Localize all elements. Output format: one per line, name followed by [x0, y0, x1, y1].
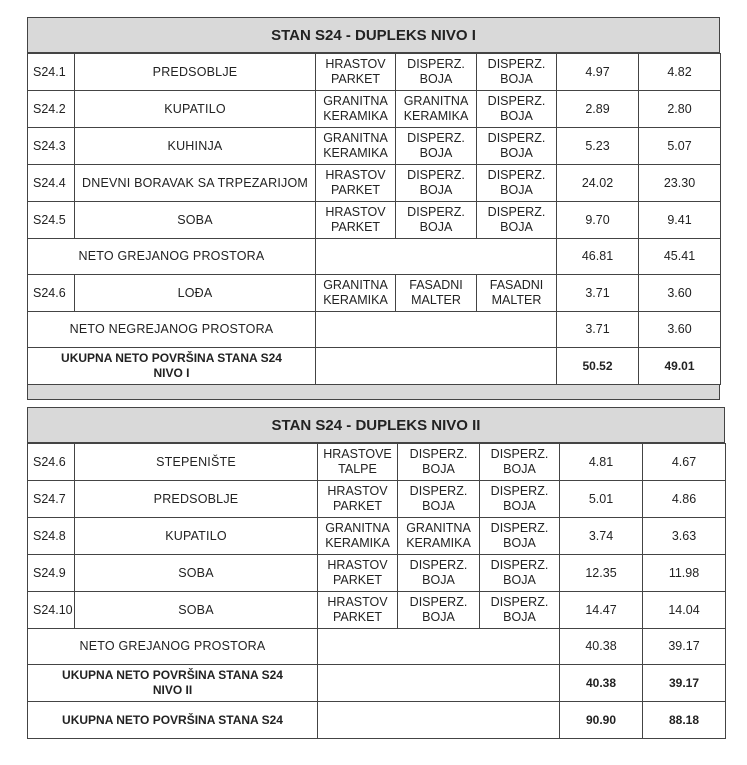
wall-material [396, 275, 477, 312]
floor-material [316, 128, 396, 165]
material-line: BOJA [419, 220, 453, 234]
room-code: S24.6 [28, 275, 75, 312]
floor-material [316, 91, 396, 128]
material-line: PARKET [332, 573, 383, 587]
area-value: 9.70 [557, 202, 639, 239]
table-row [28, 165, 721, 202]
room-code: S24.8 [28, 518, 75, 555]
material-line: BOJA [503, 462, 536, 476]
room-code: S24.1 [28, 54, 75, 91]
material-line: DISPERZ. [407, 57, 465, 71]
area-value: 90.90 [560, 702, 643, 739]
material-line: BOJA [503, 573, 536, 587]
summary-label [28, 348, 316, 385]
summary-label: NETO GREJANOG PROSTORA [28, 629, 318, 665]
table-row [28, 54, 721, 91]
ceiling-material [480, 518, 560, 555]
net-area-value: 3.60 [639, 312, 721, 348]
net-area-value: 5.07 [639, 128, 721, 165]
material-line: HRASTOVE [323, 447, 392, 461]
area-value: 5.23 [557, 128, 639, 165]
area-value: 40.38 [560, 665, 643, 702]
net-area-value: 14.04 [643, 592, 726, 629]
summary-label: NETO GREJANOG PROSTORA [28, 239, 316, 275]
material-line: DISPERZ. [490, 521, 549, 535]
table-row [28, 91, 721, 128]
material-line: HRASTOV [325, 205, 386, 219]
material-line: DISPERZ. [409, 484, 468, 498]
wall-material [398, 555, 480, 592]
table-footer-band [27, 385, 720, 400]
material-line: KERAMIKA [325, 536, 390, 550]
material-line: PARKET [330, 220, 381, 234]
material-line: TALPE [338, 462, 377, 476]
table-row [28, 518, 726, 555]
floor-material [318, 592, 398, 629]
material-line: BOJA [419, 183, 453, 197]
area-value: 46.81 [557, 239, 639, 275]
material-line: BOJA [500, 109, 533, 123]
room-code: S24.6 [28, 444, 75, 481]
wall-material [396, 202, 477, 239]
material-line: PARKET [332, 499, 383, 513]
material-line: DISPERZ. [487, 131, 546, 145]
material-line: KERAMIKA [323, 293, 388, 307]
material-line: BOJA [503, 499, 536, 513]
room-table [27, 443, 726, 739]
area-value: 12.35 [560, 555, 643, 592]
material-line: DISPERZ. [487, 205, 546, 219]
net-area-value: 3.60 [639, 275, 721, 312]
empty-cell [318, 702, 560, 739]
wall-material [396, 128, 477, 165]
material-line: BOJA [500, 72, 533, 86]
material-line: BOJA [503, 536, 536, 550]
room-code: S24.7 [28, 481, 75, 518]
room-name: SOBA [75, 202, 316, 239]
net-area-value: 88.18 [643, 702, 726, 739]
summary-row [28, 702, 726, 739]
wall-material [398, 592, 480, 629]
material-line: BOJA [422, 499, 455, 513]
material-line: HRASTOV [327, 595, 388, 609]
material-line: DISPERZ. [490, 558, 549, 572]
floor-material [318, 444, 398, 481]
ceiling-material [480, 592, 560, 629]
material-line: BOJA [422, 573, 455, 587]
empty-cell [316, 239, 557, 275]
room-name: PREDSOBLJE [75, 481, 318, 518]
wall-material [398, 444, 480, 481]
table-row [28, 481, 726, 518]
room-code: S24.9 [28, 555, 75, 592]
wall-material [396, 91, 477, 128]
area-value: 4.81 [560, 444, 643, 481]
table-level-1 [27, 17, 720, 400]
summary-label-line: NIVO II [152, 683, 193, 697]
net-area-value: 45.41 [639, 239, 721, 275]
ceiling-material [477, 202, 557, 239]
table-row [28, 202, 721, 239]
material-line: MALTER [411, 293, 461, 307]
table-row [28, 275, 721, 312]
room-name: SOBA [75, 555, 318, 592]
wall-material [396, 54, 477, 91]
room-name: DNEVNI BORAVAK SA TRPEZARIJOM [75, 165, 316, 202]
material-line: PARKET [330, 183, 381, 197]
summary-label-line: UKUPNA NETO POVRŠINA STANA S24 [61, 351, 282, 365]
net-area-value: 4.82 [639, 54, 721, 91]
material-line: DISPERZ. [487, 94, 546, 108]
table-title: STAN S24 - DUPLEKS NIVO I [27, 17, 720, 53]
table-row [28, 555, 726, 592]
area-value: 3.71 [557, 275, 639, 312]
room-code: S24.3 [28, 128, 75, 165]
summary-row [28, 629, 726, 665]
ceiling-material [477, 128, 557, 165]
net-area-value: 39.17 [643, 665, 726, 702]
material-line: KERAMIKA [403, 109, 469, 123]
table-level-2 [27, 407, 725, 739]
area-value: 24.02 [557, 165, 639, 202]
material-line: DISPERZ. [487, 168, 546, 182]
floor-material [318, 518, 398, 555]
material-line: DISPERZ. [407, 205, 465, 219]
area-value: 5.01 [560, 481, 643, 518]
floor-material [318, 481, 398, 518]
summary-label: NETO NEGREJANOG PROSTORA [28, 312, 316, 348]
summary-row [28, 665, 726, 702]
table-row [28, 128, 721, 165]
wall-material [396, 165, 477, 202]
empty-cell [318, 665, 560, 702]
material-line: GRANITNA [406, 521, 471, 535]
floor-material [318, 555, 398, 592]
wall-material [398, 481, 480, 518]
material-line: KERAMIKA [406, 536, 471, 550]
empty-cell [316, 348, 557, 385]
net-area-value: 11.98 [643, 555, 726, 592]
net-area-value: 2.80 [639, 91, 721, 128]
summary-label-line: UKUPNA NETO POVRŠINA STANA S24 [62, 668, 283, 682]
room-name: KUHINJA [75, 128, 316, 165]
ceiling-material [480, 481, 560, 518]
room-name: LOĐA [75, 275, 316, 312]
net-area-value: 9.41 [639, 202, 721, 239]
material-line: KERAMIKA [323, 146, 388, 160]
material-line: DISPERZ. [407, 168, 465, 182]
room-code: S24.5 [28, 202, 75, 239]
table-row [28, 444, 726, 481]
room-table [27, 53, 721, 385]
material-line: DISPERZ. [490, 484, 549, 498]
empty-cell [318, 629, 560, 665]
net-area-value: 3.63 [643, 518, 726, 555]
ceiling-material [477, 54, 557, 91]
net-area-value: 39.17 [643, 629, 726, 665]
material-line: FASADNI [409, 278, 463, 292]
room-name: SOBA [75, 592, 318, 629]
summary-label-line: NIVO I [153, 366, 190, 380]
material-line: GRANITNA [323, 94, 388, 108]
room-name: KUPATILO [75, 518, 318, 555]
material-line: BOJA [503, 610, 536, 624]
net-area-value: 49.01 [639, 348, 721, 385]
ceiling-material [477, 91, 557, 128]
area-value: 50.52 [557, 348, 639, 385]
floor-material [316, 165, 396, 202]
material-line: DISPERZ. [490, 595, 549, 609]
ceiling-material [480, 555, 560, 592]
ceiling-material [480, 444, 560, 481]
ceiling-material [477, 275, 557, 312]
floor-material [316, 202, 396, 239]
table-title: STAN S24 - DUPLEKS NIVO II [27, 407, 725, 443]
area-value: 3.74 [560, 518, 643, 555]
floor-material [316, 275, 396, 312]
empty-cell [316, 312, 557, 348]
material-line: DISPERZ. [409, 595, 468, 609]
floor-material [316, 54, 396, 91]
material-line: HRASTOV [325, 57, 386, 71]
table-row [28, 592, 726, 629]
material-line: DISPERZ. [407, 131, 465, 145]
material-line: BOJA [500, 220, 533, 234]
material-line: BOJA [422, 462, 455, 476]
summary-row [28, 348, 721, 385]
material-line: DISPERZ. [409, 447, 468, 461]
material-line: HRASTOV [327, 558, 388, 572]
material-line: BOJA [500, 183, 533, 197]
material-line: DISPERZ. [490, 447, 549, 461]
area-value: 14.47 [560, 592, 643, 629]
net-area-value: 23.30 [639, 165, 721, 202]
area-value: 40.38 [560, 629, 643, 665]
material-line: BOJA [419, 146, 453, 160]
summary-row [28, 312, 721, 348]
area-value: 3.71 [557, 312, 639, 348]
room-name: PREDSOBLJE [75, 54, 316, 91]
material-line: GRANITNA [323, 278, 388, 292]
wall-material [398, 518, 480, 555]
ceiling-material [477, 165, 557, 202]
summary-label [28, 665, 318, 702]
material-line: DISPERZ. [487, 57, 546, 71]
material-line: GRANITNA [323, 131, 388, 145]
room-code: S24.4 [28, 165, 75, 202]
material-line: HRASTOV [327, 484, 388, 498]
material-line: FASADNI [489, 278, 544, 292]
material-line: GRANITNA [403, 94, 469, 108]
material-line: BOJA [419, 72, 453, 86]
material-line: PARKET [330, 72, 381, 86]
net-area-value: 4.67 [643, 444, 726, 481]
room-name: KUPATILO [75, 91, 316, 128]
material-line: BOJA [500, 146, 533, 160]
room-name: STEPENIŠTE [75, 444, 318, 481]
room-code: S24.2 [28, 91, 75, 128]
material-line: KERAMIKA [323, 109, 388, 123]
material-line: HRASTOV [325, 168, 386, 182]
area-value: 2.89 [557, 91, 639, 128]
material-line: GRANITNA [325, 521, 390, 535]
material-line: BOJA [422, 610, 455, 624]
area-value: 4.97 [557, 54, 639, 91]
material-line: DISPERZ. [409, 558, 468, 572]
room-code: S24.10 [28, 592, 75, 629]
summary-row [28, 239, 721, 275]
material-line: MALTER [491, 293, 542, 307]
material-line: PARKET [332, 610, 383, 624]
summary-label: UKUPNA NETO POVRŠINA STANA S24 [28, 702, 318, 739]
net-area-value: 4.86 [643, 481, 726, 518]
